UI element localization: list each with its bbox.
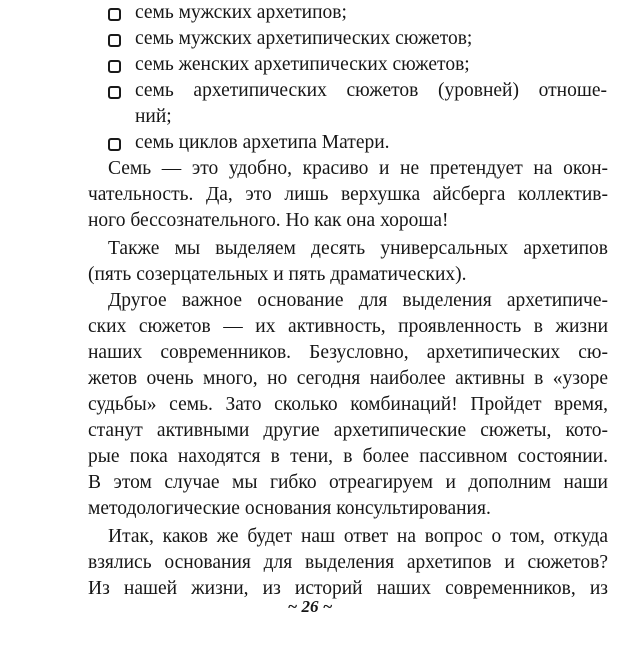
page-number: ~ 26 ~ <box>287 597 333 616</box>
bullet-item: семь мужских архетипов; <box>135 2 347 23</box>
text-line: жетов очень много, но сегодня наиболее активны в «узоре <box>88 368 608 389</box>
text-line: методологические основания консультирования. <box>88 498 491 519</box>
text-line: ских сюжетов — их активность, проявленность в жизни <box>88 316 608 337</box>
checkbox-bullet-icon <box>108 86 121 99</box>
checkbox-bullet-icon <box>108 138 121 151</box>
text-line: ного бессознательного. Но как она хороша! <box>88 210 449 231</box>
checkbox-bullet-icon <box>108 8 121 21</box>
text-line: чательность. Да, это лишь верхушка айсберга коллектив- <box>88 184 608 205</box>
checkbox-bullet-icon <box>108 34 121 47</box>
bullet-item: семь женских архетипических сюжетов; <box>135 54 470 75</box>
text-line: Из нашей жизни, из историй наших современников, из <box>88 578 608 599</box>
text-line: станут активными другие архетипические сюжеты, кото- <box>88 420 608 441</box>
bullet-item: семь циклов архетипа Матери. <box>135 132 390 153</box>
bullet-item-continuation: ний; <box>135 106 172 127</box>
bullet-item: семь архетипических сюжетов (уровней) отноше- <box>135 80 607 101</box>
text-line: (пять созерцательных и пять драматических). <box>88 264 467 285</box>
text-line: Также мы выделяем десять универсальных архетипов <box>108 238 608 259</box>
text-line: Другое важное основание для выделения архетипиче- <box>108 290 608 311</box>
text-line: В этом случае мы гибко отреагируем и дополним наши <box>88 472 608 493</box>
text-line: Итак, каков же будет наш ответ на вопрос о том, откуда <box>108 526 608 547</box>
text-line: рые пока находятся в тени, в более пассивном состоянии. <box>88 446 608 467</box>
text-line: Семь — это удобно, красиво и не претендует на окон- <box>108 158 608 179</box>
checkbox-bullet-icon <box>108 60 121 73</box>
bullet-item: семь мужских архетипических сюжетов; <box>135 28 473 49</box>
text-line: судьбы» семь. Зато сколько комбинаций! Пройдет время, <box>88 394 608 415</box>
text-line: наших современников. Безусловно, архетипических сю- <box>88 342 608 363</box>
text-line: взялись основания для выделения архетипов и сюжетов? <box>88 552 608 573</box>
